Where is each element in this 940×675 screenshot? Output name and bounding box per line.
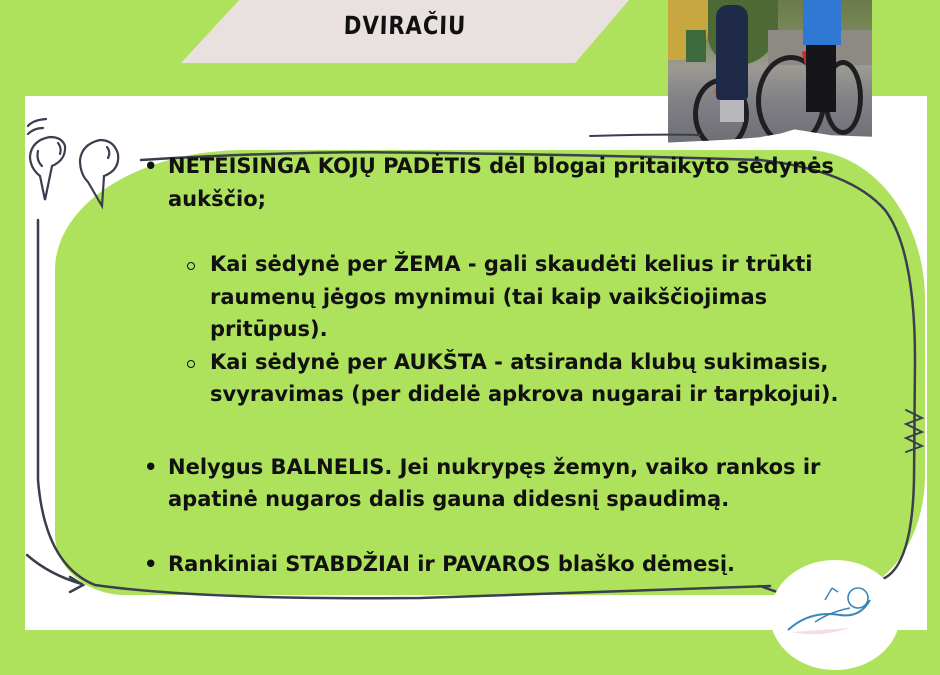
list-item: • Nelygus BALNELIS. Jei nukrypęs žemyn, vaiko rankos ir apatinė nugaros dalis gauna didesnį spaudimą. — [140, 451, 870, 516]
baby-logo — [770, 560, 900, 670]
sub-list-item: Kai sėdynė per AUKŠTA - atsiranda klubų sukimasis, svyravimas (per didelė apkrova nugarai ir tarpkojui). — [140, 346, 870, 411]
sub-list-item: Kai sėdynė per ŽEMA - gali skaudėti kelius ir trūkti raumenų jėgos mynimui (tai kaip vaikščiojimas pritūpus). — [140, 248, 870, 346]
quote-marks-icon — [28, 119, 118, 206]
list-item: • NETEISINGA KOJŲ PADĖTIS dėl blogai pritaikyto sėdynės aukščio; — [140, 150, 870, 215]
tips-list — [140, 150, 870, 580]
list-item: • Rankiniai STABDŽIAI ir PAVAROS blaško dėmesį. — [140, 548, 870, 581]
page-title: DVIRAČIU — [343, 10, 467, 40]
baby-icon — [770, 560, 900, 670]
